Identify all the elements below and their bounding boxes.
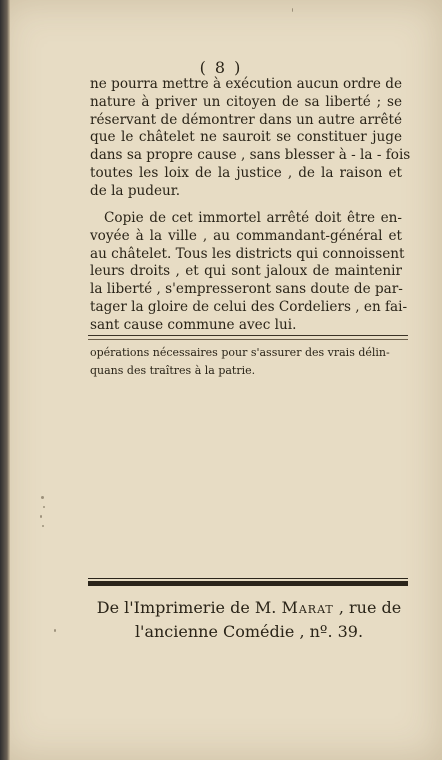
footnote (90, 344, 410, 380)
paper-speck (43, 506, 45, 508)
paper-speck (40, 515, 42, 518)
divider-rule (88, 335, 408, 336)
paragraph-line: toutes les loix de la justice , de la raison et (90, 164, 402, 181)
printer-imprint (88, 596, 410, 644)
paragraph-line: dans sa propre cause , sans blesser à - la - fois (90, 147, 411, 164)
paragraph-line: nature à priver un citoyen de sa liberté ; se (90, 93, 402, 110)
paragraph-line: au châtelet. Tous les districts qui connoissent (90, 245, 405, 262)
footnote-line: quans des traîtres à la patrie. (90, 364, 256, 377)
book-binding-edge (0, 0, 10, 760)
imprint-rule-thin (88, 578, 408, 579)
paragraph-2 (90, 210, 408, 335)
imprint-rule-thick (88, 581, 408, 586)
paragraph-line: tager la gloire de celui des Cordeliers , en fai- (90, 298, 408, 315)
paragraph-line: ne pourra mettre à exécution aucun ordre de (90, 76, 402, 92)
printer-name: Marat (281, 598, 334, 617)
paper-speck (292, 8, 293, 12)
paper-speck (54, 629, 56, 632)
paragraph-line: Copie de cet immortel arrêté doit être en- (104, 210, 402, 226)
imprint-line-2: l'ancienne Comédie , nº. 39. (134, 622, 364, 641)
paper-speck (41, 496, 44, 499)
paragraph-line: de la pudeur. (90, 182, 181, 199)
imprint-suffix: , rue de (333, 598, 402, 617)
paragraph-line: voyée à la ville , au commandant-général et (90, 227, 402, 244)
paragraph-line: réservant de démontrer dans un autre arrêté (90, 111, 402, 128)
imprint-prefix: De l'Imprimerie de M. (96, 598, 282, 617)
footnote-line: opérations nécessaires pour s'assurer des vrais délin- (90, 346, 390, 359)
divider-rule-thin (88, 339, 408, 340)
page-number: ( 8 ) (199, 58, 243, 77)
paper-speck (42, 525, 44, 527)
paragraph-line: que le châtelet ne sauroit se constituer juge (90, 129, 402, 146)
imprint-line-1 (88, 596, 410, 620)
paragraph-line: leurs droits , et qui sont jaloux de maintenir (90, 263, 402, 280)
paragraph-line: la liberté , s'empresseront sans doute de par- (90, 281, 403, 298)
paragraph-1 (90, 76, 411, 201)
paragraph-line: sant cause commune avec lui. (90, 316, 297, 333)
